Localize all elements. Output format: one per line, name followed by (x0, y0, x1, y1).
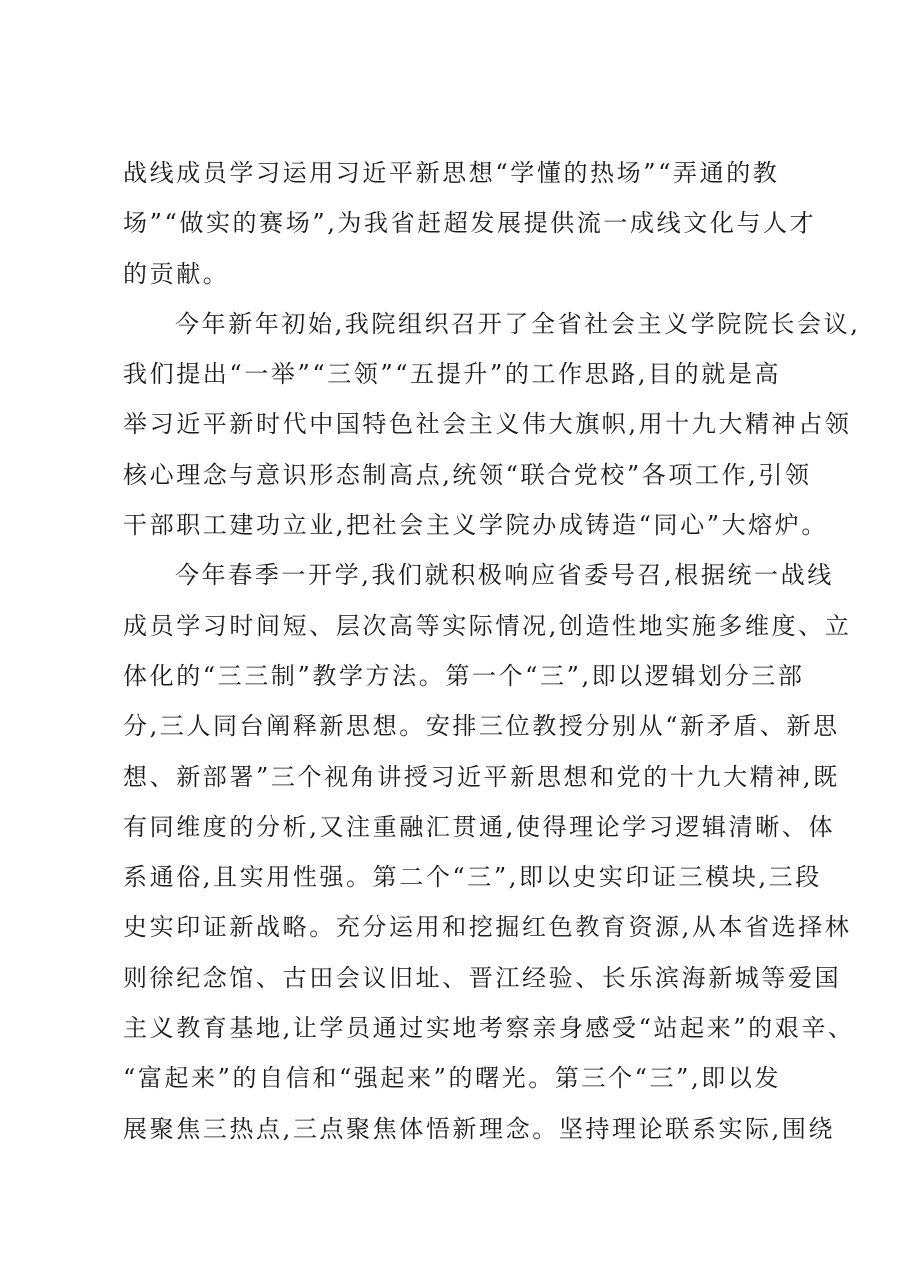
text-line: 的贡献。 (123, 259, 230, 288)
paragraph-first-line: 今年新年初始,我院组织召开了全省社会主义学院院长会议, (175, 309, 861, 338)
text-line: 分,三人同台阐释新思想。安排三位教授分别从“新矛盾、新思 (123, 712, 840, 741)
text-line: 展聚焦三热点,三点聚焦体悟新理念。坚持理论联系实际,围绕 (123, 1114, 836, 1143)
text-line: 成员学习时间短、层次高等实际情况,创造性地实施多维度、立 (123, 611, 852, 640)
text-line: 系通俗,且实用性强。第二个“三”,即以史实印证三模块,三段 (123, 863, 822, 892)
text-line: 想、新部署”三个视角讲授习近平新思想和党的十九大精神,既 (123, 762, 840, 791)
text-line: 我们提出“一举”“三领”“五提升”的工作思路,目的就是高 (123, 360, 782, 389)
text-line: 举习近平新时代中国特色社会主义伟大旗帜,用十九大精神占领 (123, 410, 852, 439)
text-line: “富起来”的自信和“强起来”的曙光。第三个“三”,即以发 (123, 1064, 782, 1093)
text-line: 核心理念与意识形态制高点,统领“联合党校”各项工作,引领 (123, 460, 812, 489)
text-line: 史实印证新战略。充分运用和挖掘红色教育资源,从本省选择林 (123, 913, 852, 942)
text-line: 战线成员学习运用习近平新思想“学懂的热场”“弄通的教 (123, 159, 780, 187)
text-line: 干部职工建功立业,把社会主义学院办成铸造“同心”大熔炉。 (123, 511, 828, 540)
text-line: 场”“做实的赛场”,为我省赶超发展提供流一成线文化与人才 (123, 209, 817, 238)
text-line: 有同维度的分析,又注重融汇贯通,使得理论学习逻辑清晰、体 (123, 812, 836, 841)
text-line: 主义教育基地,让学员通过实地考察亲身感受“站起来”的艰辛、 (123, 1014, 855, 1043)
paragraph-first-line: 今年春季一开学,我们就积极响应省委号召,根据统一战线 (175, 561, 834, 590)
text-line: 体化的“三三制”教学方法。第一个“三”,即以逻辑划分三部 (123, 661, 805, 690)
body-text (123, 148, 861, 1154)
text-line: 则徐纪念馆、古田会议旧址、晋江经验、长乐滨海新城等爱国 (123, 963, 842, 992)
